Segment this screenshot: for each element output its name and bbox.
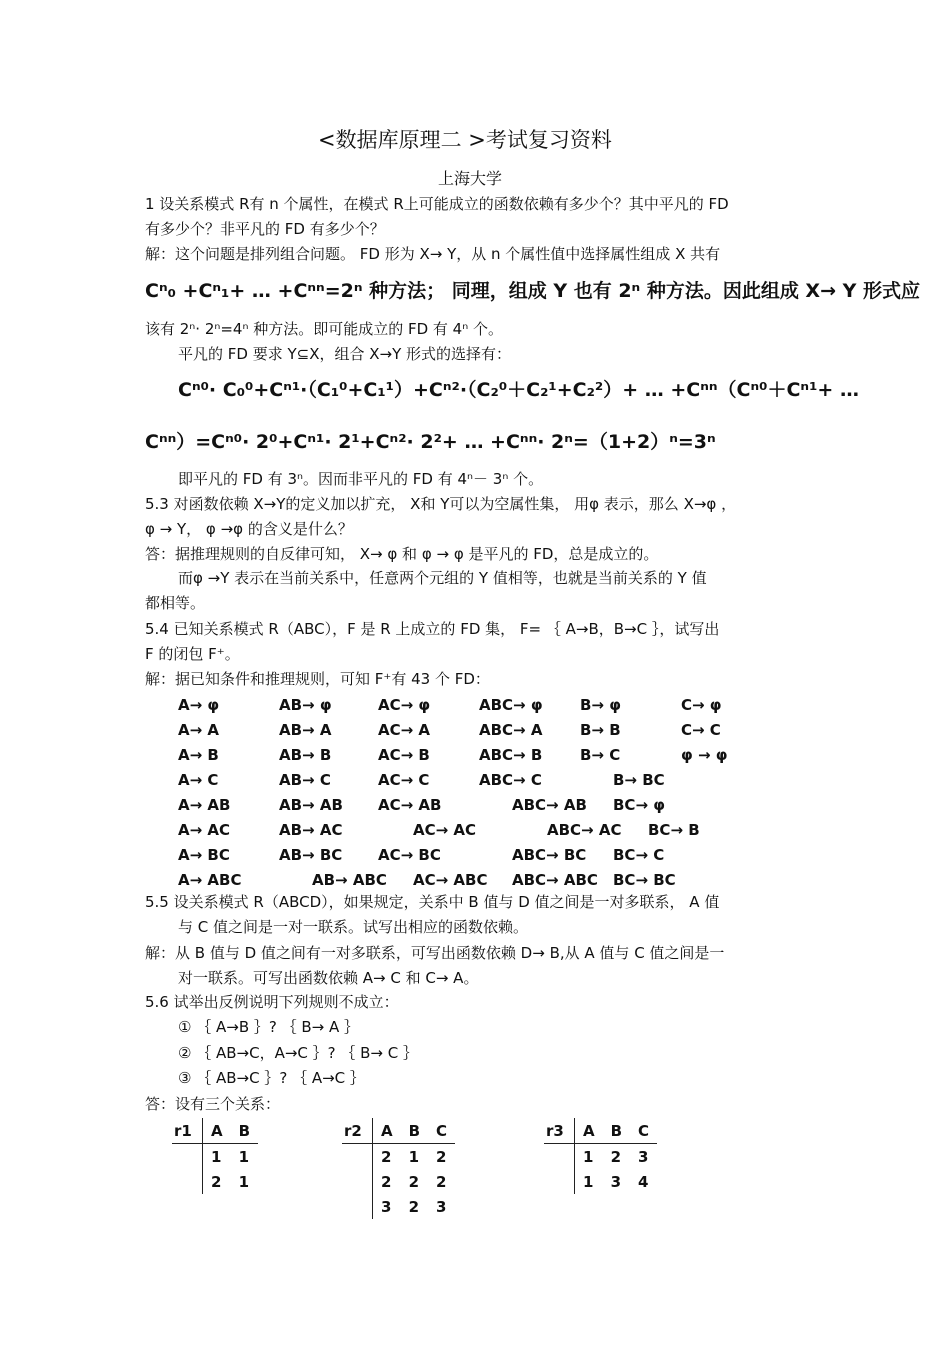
column-header: C: [630, 1118, 657, 1144]
fd-item: ABC→ BC: [512, 846, 587, 864]
fd-item: AC→ BC: [378, 846, 441, 864]
text-line-a1d: 平凡的 FD 要求 Y⊆X，组合 X→Y 形式的选择有：: [178, 345, 512, 363]
text-line-a1b: Cⁿ₀ +Cⁿ₁+ … +Cⁿⁿ=2ⁿ 种方法； 同理，组成 Y 也有 2ⁿ 种方法。因此组成 X→ Y 形式应: [145, 280, 920, 302]
table-cell: 1: [583, 1147, 594, 1166]
table-cell: 3: [381, 1197, 392, 1216]
fd-item: ABC→ AC: [547, 821, 622, 839]
table-cell: 1: [408, 1147, 420, 1166]
text-line-a1f: Cⁿⁿ）=Cⁿ⁰· 2⁰+Cⁿ¹· 2¹+Cⁿ²· 2²+ … +Cⁿⁿ· 2ⁿ=（1+2）ⁿ=3ⁿ: [145, 431, 716, 453]
table-row: [544, 1169, 657, 1194]
fd-item: ABC→ AB: [512, 796, 587, 814]
table-cell: 2: [408, 1197, 420, 1216]
table-cell: 1: [211, 1147, 222, 1166]
fd-item: ABC→ C: [479, 771, 542, 789]
table-cell: 1: [238, 1147, 250, 1166]
table-cell: 1: [583, 1172, 594, 1191]
fd-item: AB→ φ: [279, 696, 332, 714]
fd-item: C→ φ: [681, 696, 722, 714]
table-cell: 2: [381, 1147, 392, 1166]
text-line-q55a: 5.5 设关系模式 R（ABCD），如果规定，关系中 B 值与 D 值之间是一对多联系， A 值: [145, 893, 720, 911]
fd-item: ABC→ B: [479, 746, 543, 764]
table-row: [342, 1169, 455, 1194]
text-line-q56b: ① ｛ A→B ｝? ｛ B→ A ｝: [178, 1018, 360, 1036]
fd-item: BC→ BC: [613, 871, 676, 889]
fd-item: BC→ φ: [613, 796, 665, 814]
text-line-a1g: 即平凡的 FD 有 3ⁿ。因而非平凡的 FD 有 4ⁿ－ 3ⁿ 个。: [178, 470, 544, 488]
table-cell: 2: [436, 1172, 447, 1191]
fd-item: ABC→ φ: [479, 696, 543, 714]
table-cell: 2: [408, 1172, 420, 1191]
text-line-a53b: 而φ →Y 表示在当前关系中，任意两个元组的 Y 值相等，也就是当前关系的 Y 值: [178, 569, 707, 587]
fd-item: A→ B: [178, 746, 219, 764]
relation-name: r1: [172, 1118, 203, 1144]
table-cell: 2: [610, 1147, 622, 1166]
row-spacer: [342, 1169, 373, 1194]
text-line-q55b: 与 C 值之间是一对一联系。试写出相应的函数依赖。: [178, 918, 529, 936]
fd-item: AB→ AC: [279, 821, 343, 839]
fd-item: A→ φ: [178, 696, 220, 714]
fd-item: φ → φ: [681, 746, 728, 764]
row-spacer: [342, 1194, 373, 1219]
fd-item: BC→ C: [613, 846, 665, 864]
row-spacer: [342, 1144, 373, 1170]
table-row: [172, 1144, 258, 1170]
fd-item: AB→ ABC: [312, 871, 387, 889]
fd-item: AC→ AC: [413, 821, 477, 839]
fd-item: A→ A: [178, 721, 220, 739]
table-row: [342, 1194, 455, 1219]
fd-item: AB→ B: [279, 746, 332, 764]
text-line-q53b: φ → Y， φ →φ 的含义是什么？: [145, 520, 353, 538]
relation-table-r2: [342, 1118, 455, 1219]
table-row: [544, 1144, 657, 1170]
text-line-a53c: 都相等。: [145, 594, 206, 612]
text-line-a1a: 解：这个问题是排列组合问题。 FD 形为 X→ Y，从 n 个属性值中选择属性组成 X 共有: [145, 245, 721, 263]
fd-item: AB→ AB: [279, 796, 343, 814]
row-spacer: [544, 1144, 575, 1170]
fd-item: AC→ ABC: [413, 871, 488, 889]
text-line-a1e: Cⁿ⁰· C₀⁰+Cⁿ¹·（C₁⁰+C₁¹）+Cⁿ²·（C₂⁰＋C₂¹+C₂²）+ … +Cⁿⁿ（Cⁿ⁰＋Cⁿ¹+ …: [178, 379, 859, 401]
column-header: B: [231, 1118, 258, 1144]
text-line-q1b: 有多少个？非平凡的 FD 有多少个？: [145, 220, 385, 238]
table-cell: 3: [436, 1197, 447, 1216]
table-cell: 3: [638, 1147, 649, 1166]
column-header: A: [575, 1118, 603, 1144]
row-spacer: [172, 1144, 203, 1170]
fd-item: A→ BC: [178, 846, 230, 864]
column-header: B: [603, 1118, 630, 1144]
table-cell: 2: [436, 1147, 447, 1166]
text-line-a55a: 解：从 B 值与 D 值之间有一对多联系，可写出函数依赖 D→ B,从 A 值与 C 值之间是一: [145, 944, 725, 962]
table-row: [342, 1144, 455, 1170]
relation-name: r3: [544, 1118, 575, 1144]
table-cell: 1: [238, 1172, 250, 1191]
fd-item: ABC→ ABC: [512, 871, 598, 889]
table-cell: 2: [211, 1172, 222, 1191]
table-cell: 2: [381, 1172, 392, 1191]
relation-table-r3: [544, 1118, 657, 1194]
text-line-q53a: 5.3 对函数依赖 X→Y的定义加以扩充， X和 Y可以为空属性集， 用φ 表示，那么 X→φ ，: [145, 495, 737, 513]
fd-item: AB→ A: [279, 721, 332, 739]
text-line-q56c: ② ｛ AB→C，A→C ｝? ｛ B→ C ｝: [178, 1044, 419, 1062]
text-line-a1c: 该有 2ⁿ· 2ⁿ=4ⁿ 种方法。即可能成立的 FD 有 4ⁿ 个。: [145, 320, 503, 338]
text-line-a56a: 答：设有三个关系：: [145, 1095, 281, 1113]
fd-item: AC→ A: [378, 721, 431, 739]
fd-item: B→ B: [580, 721, 621, 739]
page-title: <数据库原理二 >考试复习资料: [318, 128, 612, 152]
fd-item: B→ BC: [613, 771, 665, 789]
table-cell: 4: [638, 1172, 649, 1191]
text-line-q1a: 1 设关系模式 R有 n 个属性，在模式 R上可能成立的函数依赖有多少个？其中平凡的 FD: [145, 195, 729, 213]
fd-item: C→ C: [681, 721, 721, 739]
row-spacer: [172, 1169, 203, 1194]
text-line-q56d: ③ ｛ AB→C ｝? ｛ A→C ｝: [178, 1069, 365, 1087]
column-header: A: [203, 1118, 231, 1144]
text-line-q54b: F 的闭包 F⁺。: [145, 645, 240, 663]
fd-item: A→ ABC: [178, 871, 242, 889]
text-line-q56a: 5.6 试举出反例说明下列规则不成立：: [145, 993, 399, 1011]
fd-item: B→ φ: [580, 696, 621, 714]
fd-item: AB→ BC: [279, 846, 343, 864]
fd-item: BC→ B: [648, 821, 700, 839]
fd-item: AC→ φ: [378, 696, 431, 714]
fd-item: AB→ C: [279, 771, 331, 789]
relation-table-r1: [172, 1118, 258, 1194]
relation-name: r2: [342, 1118, 373, 1144]
fd-item: ABC→ A: [479, 721, 543, 739]
fd-item: A→ AC: [178, 821, 231, 839]
table-row: [172, 1169, 258, 1194]
table-cell: 3: [610, 1172, 622, 1191]
fd-item: A→ AB: [178, 796, 231, 814]
column-header: C: [428, 1118, 455, 1144]
column-header: B: [401, 1118, 428, 1144]
school-name: 上海大学: [438, 169, 503, 188]
text-line-a54a: 解：据已知条件和推理规则，可知 F⁺有 43 个 FD：: [145, 670, 490, 688]
text-line-q54a: 5.4 已知关系模式 R（ABC），F 是 R 上成立的 FD 集， F= ｛ A→B，B→C ｝，试写出: [145, 620, 720, 638]
text-line-a55b: 对一联系。可写出函数依赖 A→ C 和 C→ A。: [178, 969, 479, 987]
row-spacer: [544, 1169, 575, 1194]
fd-item: A→ C: [178, 771, 219, 789]
fd-item: AC→ B: [378, 746, 430, 764]
text-line-a53a: 答：据推理规则的自反律可知， X→ φ 和 φ → φ 是平凡的 FD，总是成立的。: [145, 545, 659, 563]
column-header: A: [373, 1118, 401, 1144]
fd-item: B→ C: [580, 746, 621, 764]
fd-item: AC→ AB: [378, 796, 442, 814]
fd-item: AC→ C: [378, 771, 430, 789]
